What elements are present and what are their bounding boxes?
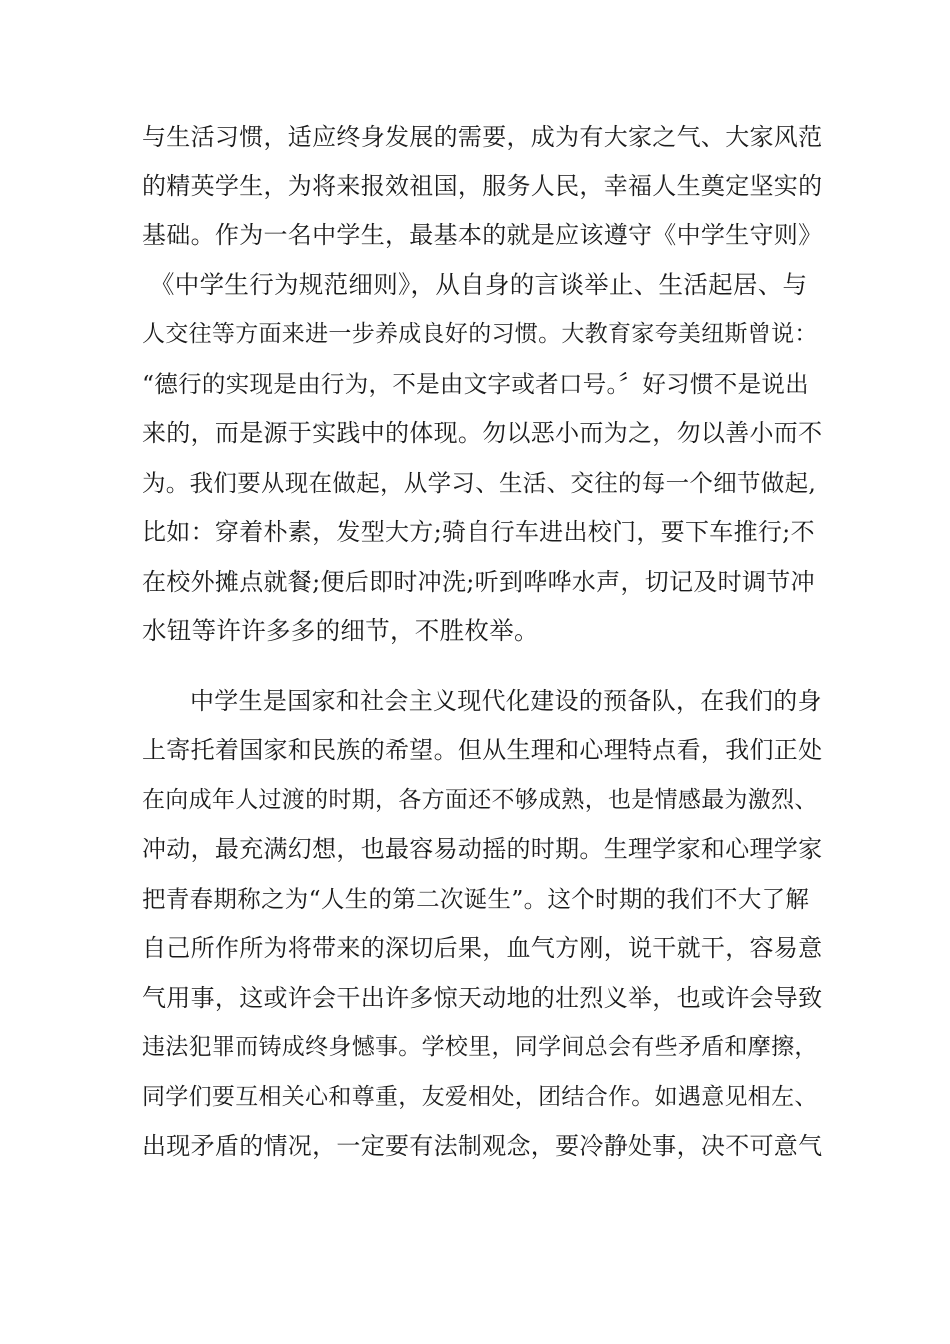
text-line: 违法犯罪而铸成终身憾事。学校里，同学间总会有些矛盾和摩擦， bbox=[142, 1034, 818, 1060]
text-line: 把青春期称之为“人生的第二次诞生”。这个时期的我们不大了解 bbox=[142, 885, 810, 913]
text-line: 中学生是国家和社会主义现代化建设的预备队，在我们的身 bbox=[190, 687, 822, 715]
text-line: 与生活习惯，适应终身发展的需要，成为有大家之气、大家风范 bbox=[142, 123, 823, 151]
text-line: 基础。作为一名中学生，最基本的就是应该遵守《中学生守则》 bbox=[142, 221, 823, 249]
text-line: 的精英学生，为将来报效祖国，服务人民，幸福人生奠定坚实的 bbox=[142, 172, 823, 200]
text-line: 自己所作所为将带来的深切后果，血气方刚，说干就干，容易意 bbox=[142, 934, 823, 962]
text-line: 在向成年人过渡的时期，各方面还不够成熟，也是情感最为激烈、 bbox=[142, 787, 818, 813]
text-line: 《中学生行为规范细则》，从自身的言谈举止、生活起居、与 bbox=[150, 270, 808, 299]
text-line: 气用事，这或许会干出许多惊天动地的壮烈义举，也或许会导致 bbox=[142, 984, 823, 1012]
text-line: 来的，而是源于实践中的体现。勿以恶小而为之，勿以善小而不 bbox=[142, 419, 823, 447]
text-line: 为。我们要从现在做起，从学习、生活、交往的每一个细节做起, bbox=[142, 469, 817, 497]
text-line: 上寄托着国家和民族的希望。但从生理和心理特点看，我们正处 bbox=[142, 736, 823, 764]
text-line: 人交往等方面来进一步养成良好的习惯。大教育家夸美纽斯曾说： bbox=[142, 321, 818, 347]
text-line: 出现矛盾的情况，一定要有法制观念，要冷静处事，决不可意气 bbox=[142, 1132, 823, 1160]
text-line: 冲动，最充满幻想，也最容易动摇的时期。生理学家和心理学家 bbox=[142, 835, 823, 863]
text-line: 水钮等许许多多的细节，不胜枚举。 bbox=[142, 616, 539, 645]
text-line: 同学们要互相关心和尊重，友爱相处，团结合作。如遇意见相左、 bbox=[142, 1084, 818, 1110]
text-line: 在校外摊点就餐;便后即时冲洗;听到哗哗水声，切记及时调节冲 bbox=[142, 568, 815, 596]
text-line: “德行的实现是由行为，不是由文字或者口号。〞好习惯不是说出 bbox=[142, 370, 809, 398]
text-line: 比如：穿着朴素，发型大方;骑自行车进出校门，要下车推行;不 bbox=[142, 518, 815, 546]
